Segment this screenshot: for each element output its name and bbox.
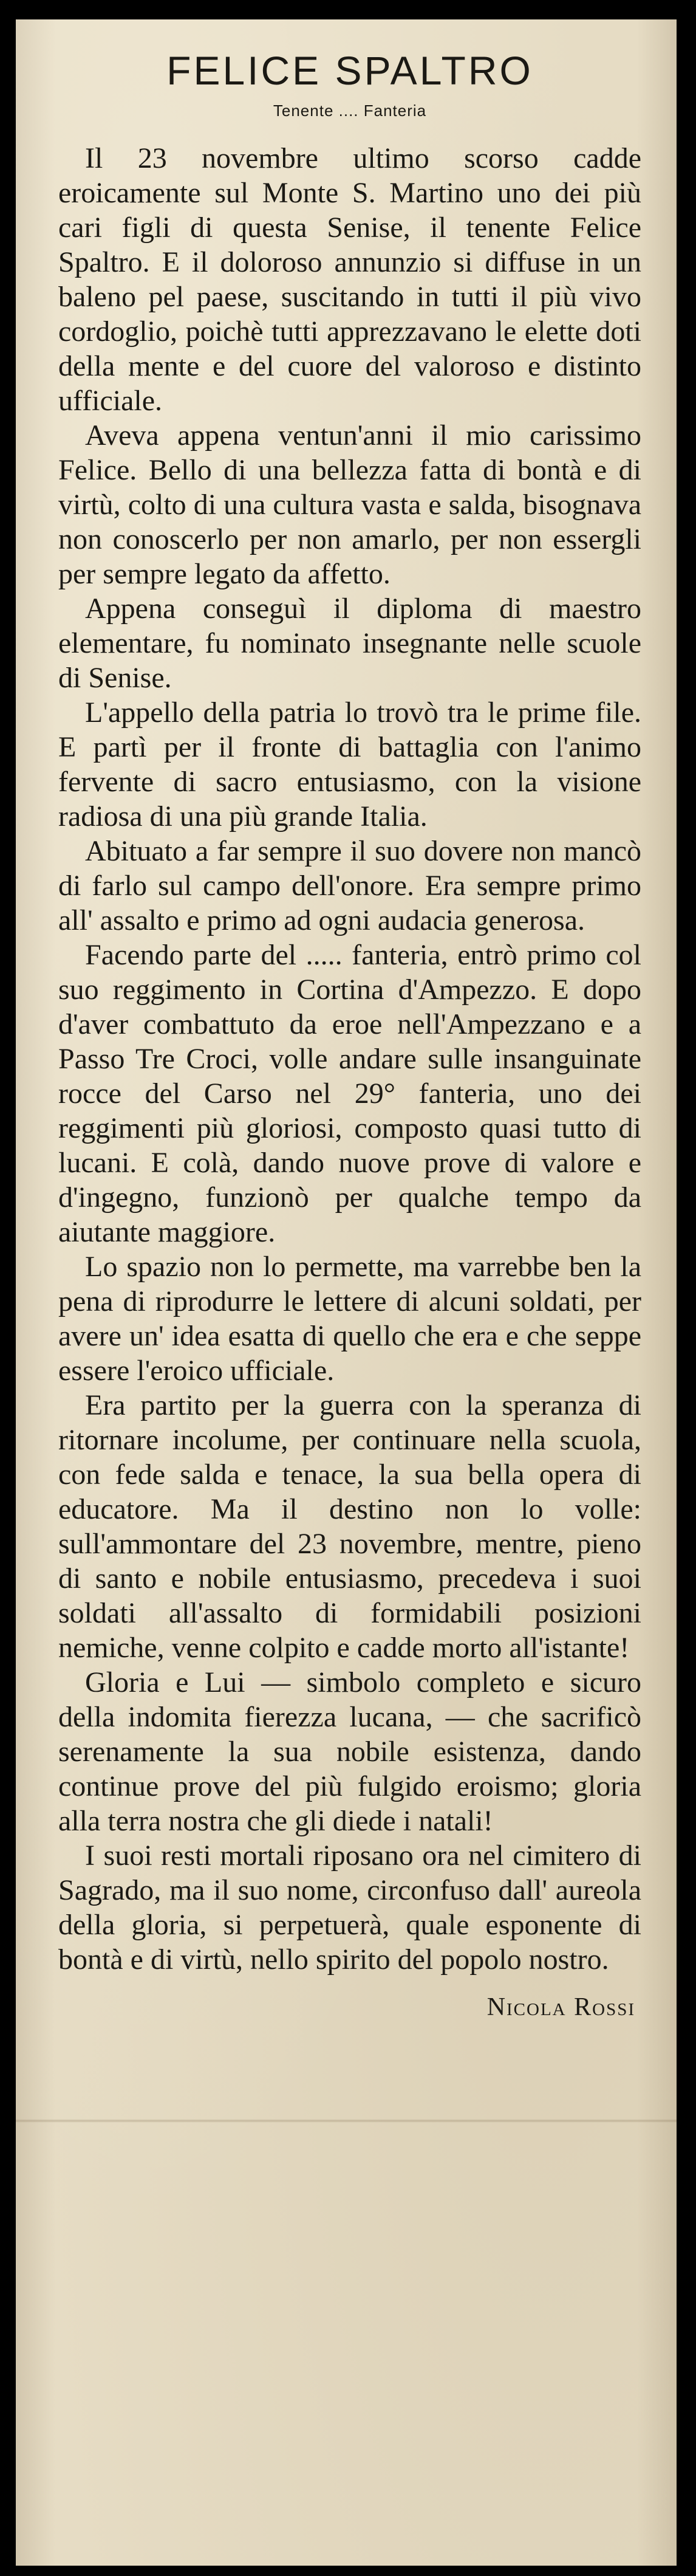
article-paragraph: L'appello della patria lo trovò tra le prime file. E partì per il fronte di battaglia con l'animo fervente di sacro entusiasmo, con la visione radiosa di una più grande Italia. — [58, 696, 641, 833]
article-paragraph: I suoi resti mortali riposano ora nel cimitero di Sagrado, ma il suo nome, circonfuso dall' aureola della gloria, si perpetuerà, quale esponente di bontà e di virtù, nello spirito del popolo nostro. — [58, 1839, 641, 1976]
newspaper-clipping — [16, 19, 677, 2566]
article-subtitle: Tenente .... Fanteria — [273, 101, 427, 120]
article-paragraph: Era partito per la guerra con la speranza di ritornare incolume, per continuare nella scuola, con fede salda e tenace, la sua bella opera di educatore. Ma il destino non lo volle: sull'ammontare del 23 novembre, mentre, pieno di santo e nobile entusiasmo, precedeva i suoi soldati all'assalto di formidabili posizioni nemiche, venne colpito e cadde morto all'istante! — [58, 1389, 641, 1664]
author-signature: Nicola Rossi — [486, 1993, 635, 2021]
article-paragraph: Facendo parte del ..... fanteria, entrò primo col suo reggimento in Cortina d'Ampezzo. E dopo d'aver combattuto da eroe nell'Ampezzano e a Passo Tre Croci, volle andare sulle insanguinate rocce del Carso nel 29° fanteria, uno dei reggimenti più gloriosi, composto quasi tutto di lucani. E colà, dando nuove prove di valore e d'ingegno, funzionò per qualche tempo da aiutante maggiore. — [58, 938, 641, 1248]
article-paragraph: Aveva appena ventun'anni il mio carissimo Felice. Bello di una bellezza fatta di bontà e di virtù, colto di una cultura vasta e salda, bisognava non conoscerlo per non amarlo, per non essergli per sempre legato da affetto. — [58, 419, 641, 590]
paper-fold-crease — [16, 2119, 677, 2123]
article-body — [58, 141, 641, 1977]
article-paragraph: Il 23 novembre ultimo scorso cadde eroicamente sul Monte S. Martino uno dei più cari figli di questa Senise, il tenente Felice Spaltro. E il doloroso annunzio si diffuse in un baleno pel paese, suscitando in tutti il più vivo cordoglio, poichè tutti apprezzavano le elette doti della mente e del cuore del valoroso e distinto ufficiale. — [58, 142, 641, 417]
article-paragraph: Gloria e Lui — simbolo completo e sicuro della indomita fierezza lucana, — che sacrificò serenamente la sua nobile esistenza, dando continue prove del più fulgido eroismo; gloria alla terra nostra che gli diede i natali! — [58, 1666, 641, 1837]
article-title: FELICE SPALTRO — [166, 48, 533, 93]
article-paragraph: Abituato a far sempre il suo dovere non mancò di farlo sul campo dell'onore. Era sempre primo all' assalto e primo ad ogni audacia generosa. — [58, 834, 641, 936]
article-paragraph: Lo spazio non lo permette, ma varrebbe ben la pena di riprodurre le lettere di alcuni soldati, per avere un' idea esatta di quello che era e che seppe essere l'eroico ufficiale. — [58, 1250, 641, 1387]
article-paragraph: Appena conseguì il diploma di maestro elementare, fu nominato insegnante nelle scuole di Senise. — [58, 592, 641, 694]
